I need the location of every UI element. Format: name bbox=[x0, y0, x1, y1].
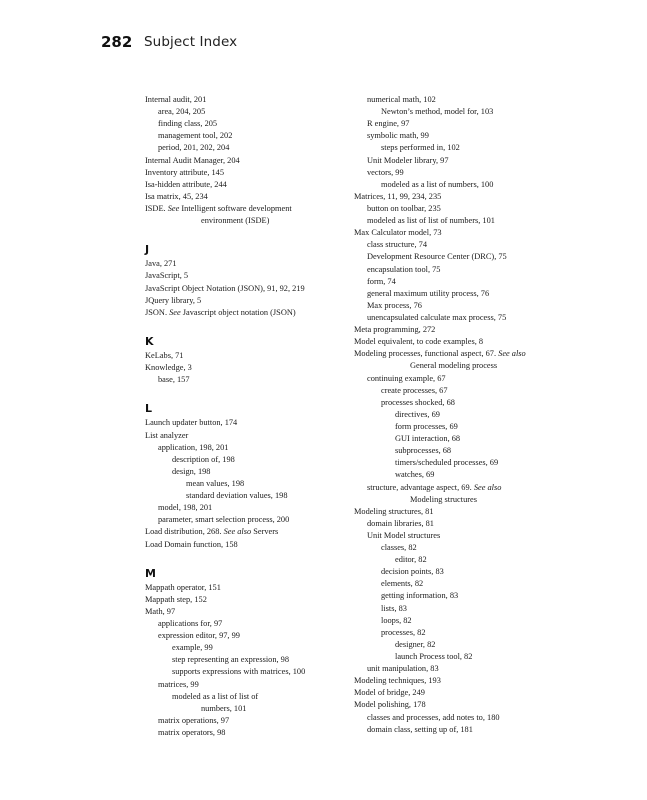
entry-text: domain libraries, 81 bbox=[367, 518, 434, 528]
entry-text: Modeling techniques, 193 bbox=[354, 676, 441, 686]
entry-text: List analyzer bbox=[145, 430, 189, 440]
entry-text: JSON. bbox=[145, 307, 170, 317]
entry-text: launch Process tool, 82 bbox=[395, 652, 473, 662]
index-subentry bbox=[354, 106, 559, 118]
entry-text: example, 99 bbox=[172, 643, 213, 653]
entry-text: directives, 69 bbox=[395, 409, 440, 419]
entry-text: steps performed in, 102 bbox=[381, 143, 460, 153]
index-entry-continuation bbox=[354, 494, 559, 506]
index-subentry bbox=[354, 615, 559, 627]
entry-text: Launch updater button, 174 bbox=[145, 418, 238, 428]
entry-text: create processes, 67 bbox=[381, 385, 448, 395]
index-subentry bbox=[145, 679, 355, 691]
index-entry bbox=[145, 362, 355, 374]
index-column-right bbox=[354, 94, 559, 736]
index-subentry bbox=[354, 385, 559, 397]
entry-text: base, 157 bbox=[158, 375, 190, 385]
index-entry-continuation bbox=[145, 703, 355, 715]
entry-text: vectors, 99 bbox=[367, 167, 404, 177]
index-subentry bbox=[354, 215, 559, 227]
index-column-left bbox=[145, 94, 355, 739]
entry-text: getting information, 83 bbox=[381, 591, 459, 601]
index-subentry bbox=[354, 373, 559, 385]
entry-text: editor, 82 bbox=[395, 555, 427, 565]
entry-text: GUI interaction, 68 bbox=[395, 434, 461, 444]
entry-text: ISDE. bbox=[145, 203, 168, 213]
entry-text: Newton’s method, model for, 103 bbox=[381, 107, 494, 117]
index-subentry bbox=[354, 445, 559, 457]
index-subentry bbox=[354, 482, 559, 494]
entry-text: Internal Audit Manager, 204 bbox=[145, 155, 240, 165]
index-subentry bbox=[354, 167, 559, 179]
index-entry bbox=[354, 687, 559, 699]
entry-text: Load Domain function, 158 bbox=[145, 539, 238, 549]
index-subentry bbox=[145, 630, 355, 642]
index-subentry bbox=[354, 578, 559, 590]
spacer bbox=[145, 551, 355, 563]
index-subentry bbox=[354, 530, 559, 542]
see-target: Javascript object notation (JSON) bbox=[180, 307, 296, 317]
entry-text: JavaScript, 5 bbox=[145, 271, 189, 281]
spacer bbox=[145, 386, 355, 398]
index-subentry bbox=[354, 663, 559, 675]
entry-text: modeled as a list of list of bbox=[172, 691, 259, 701]
entry-text: General modeling process bbox=[410, 361, 498, 371]
index-entry bbox=[145, 582, 355, 594]
index-subentry bbox=[354, 590, 559, 602]
entry-text: supports expressions with matrices, 100 bbox=[172, 667, 306, 677]
index-subentry bbox=[354, 566, 559, 578]
spacer bbox=[145, 319, 355, 331]
letter-heading: K bbox=[145, 334, 154, 348]
index-subentry bbox=[145, 502, 355, 514]
index-entry bbox=[145, 179, 355, 191]
index-entry bbox=[354, 699, 559, 711]
see-target: Servers bbox=[251, 527, 279, 537]
index-subentry bbox=[354, 251, 559, 263]
index-subentry bbox=[145, 666, 355, 678]
entry-text: JQuery library, 5 bbox=[145, 295, 202, 305]
index-subentry bbox=[354, 118, 559, 130]
index-subentry bbox=[354, 203, 559, 215]
letter-heading: J bbox=[145, 243, 150, 257]
index-entry-continuation bbox=[145, 215, 355, 227]
index-subentry bbox=[354, 712, 559, 724]
index-subentry bbox=[145, 654, 355, 666]
index-subentry bbox=[354, 239, 559, 251]
index-subentry bbox=[354, 276, 559, 288]
index-subentry bbox=[354, 421, 559, 433]
see-reference: See also bbox=[498, 349, 526, 359]
entry-text: model, 198, 201 bbox=[158, 503, 213, 513]
entry-text: design, 198 bbox=[172, 466, 211, 476]
entry-text: elements, 82 bbox=[381, 579, 424, 589]
entry-text: modeled as a list of numbers, 100 bbox=[381, 179, 494, 189]
entry-text: numbers, 101 bbox=[201, 703, 247, 713]
entry-text: matrix operators, 98 bbox=[158, 728, 226, 738]
entry-text: timers/scheduled processes, 69 bbox=[395, 458, 499, 468]
index-subentry bbox=[145, 642, 355, 654]
entry-text: Isa matrix, 45, 234 bbox=[145, 191, 208, 201]
entry-text: Internal audit, 201 bbox=[145, 95, 207, 104]
entry-text: form processes, 69 bbox=[395, 421, 458, 431]
entry-text: loops, 82 bbox=[381, 615, 412, 625]
entry-text: encapsulation tool, 75 bbox=[367, 264, 441, 274]
index-subentry bbox=[145, 106, 355, 118]
index-subentry bbox=[354, 724, 559, 736]
index-entry bbox=[145, 430, 355, 442]
entry-text: Model of bridge, 249 bbox=[354, 688, 425, 698]
index-entry bbox=[145, 191, 355, 203]
index-entry bbox=[354, 336, 559, 348]
entry-text: decision points, 83 bbox=[381, 567, 444, 577]
index-subentry bbox=[145, 715, 355, 727]
see-reference: See also bbox=[223, 527, 252, 537]
entry-text: lists, 83 bbox=[381, 603, 407, 613]
index-entry bbox=[354, 348, 559, 360]
index-subentry bbox=[145, 727, 355, 739]
index-entry bbox=[145, 155, 355, 167]
see-reference: See also bbox=[473, 482, 502, 492]
entry-text: environment (ISDE) bbox=[201, 216, 270, 226]
index-subentry bbox=[354, 130, 559, 142]
see-target: Intelligent software development bbox=[179, 203, 292, 213]
index-entry bbox=[354, 324, 559, 336]
entry-text: Model equivalent, to code examples, 8 bbox=[354, 337, 484, 347]
index-subentry bbox=[354, 94, 559, 106]
index-entry-continuation bbox=[354, 360, 559, 372]
index-entry bbox=[354, 506, 559, 518]
index-subentry bbox=[354, 155, 559, 167]
entry-text: description of, 198 bbox=[172, 454, 235, 464]
entry-text: step representing an expression, 98 bbox=[172, 655, 290, 665]
entry-text: designer, 82 bbox=[395, 639, 436, 649]
entry-text: Mappath operator, 151 bbox=[145, 582, 221, 592]
index-subentry bbox=[145, 478, 355, 490]
entry-text: management tool, 202 bbox=[158, 131, 233, 141]
entry-text: processes shocked, 68 bbox=[381, 397, 455, 407]
entry-text: Max Calculator model, 73 bbox=[354, 228, 442, 238]
entry-text: Inventory attribute, 145 bbox=[145, 167, 225, 177]
entry-text: KeLabs, 71 bbox=[145, 350, 184, 360]
entry-text: watches, 69 bbox=[395, 470, 435, 480]
see-reference: See bbox=[169, 307, 181, 317]
entry-text: application, 198, 201 bbox=[158, 442, 229, 452]
index-subentry bbox=[354, 639, 559, 651]
entry-text: structure, advantage aspect, 69. bbox=[367, 482, 474, 492]
entry-text: Modeling structures bbox=[410, 494, 477, 504]
index-subentry bbox=[354, 542, 559, 554]
index-subentry bbox=[145, 618, 355, 630]
entry-text: applications for, 97 bbox=[158, 619, 223, 629]
index-entry bbox=[354, 227, 559, 239]
entry-text: unencapsulated calculate max process, 75 bbox=[367, 312, 507, 322]
index-entry bbox=[145, 606, 355, 618]
entry-text: Max process, 76 bbox=[367, 300, 422, 310]
entry-text: Modeling structures, 81 bbox=[354, 506, 434, 516]
entry-text: matrices, 99 bbox=[158, 679, 199, 689]
entry-text: matrix operations, 97 bbox=[158, 715, 230, 725]
index-subentry bbox=[354, 288, 559, 300]
index-subentry bbox=[354, 312, 559, 324]
index-entry bbox=[145, 270, 355, 282]
entry-text: Model polishing, 178 bbox=[354, 700, 426, 710]
index-subentry bbox=[354, 397, 559, 409]
entry-text: domain class, setting up of, 181 bbox=[367, 724, 473, 734]
entry-text: parameter, smart selection process, 200 bbox=[158, 515, 290, 525]
entry-text: R engine, 97 bbox=[367, 119, 410, 129]
index-subentry bbox=[354, 300, 559, 312]
index-entry bbox=[354, 675, 559, 687]
entry-text: classes and processes, add notes to, 180 bbox=[367, 712, 500, 722]
index-subentry bbox=[354, 603, 559, 615]
entry-text: Meta programming, 272 bbox=[354, 325, 436, 335]
entry-text: Unit Model structures bbox=[367, 530, 441, 540]
index-entry bbox=[145, 167, 355, 179]
index-entry bbox=[145, 283, 355, 295]
entry-text: Math, 97 bbox=[145, 606, 176, 616]
entry-text: expression editor, 97, 99 bbox=[158, 631, 240, 641]
entry-text: Isa-hidden attribute, 244 bbox=[145, 179, 227, 189]
index-subentry bbox=[354, 469, 559, 481]
entry-text: Matrices, 11, 99, 234, 235 bbox=[354, 191, 442, 201]
index-entry bbox=[145, 417, 355, 429]
index-subentry bbox=[145, 374, 355, 386]
index-subentry bbox=[354, 142, 559, 154]
index-subentry bbox=[145, 142, 355, 154]
index-subentry bbox=[145, 514, 355, 526]
index-subentry bbox=[354, 518, 559, 530]
entry-text: numerical math, 102 bbox=[367, 95, 436, 104]
letter-heading: L bbox=[145, 402, 153, 416]
entry-text: Knowledge, 3 bbox=[145, 363, 192, 373]
entry-text: Unit Modeler library, 97 bbox=[367, 155, 449, 165]
index-subentry bbox=[354, 264, 559, 276]
entry-text: Development Resource Center (DRC), 75 bbox=[367, 252, 507, 262]
index-entry bbox=[145, 526, 355, 538]
entry-text: mean values, 198 bbox=[186, 478, 245, 488]
entry-text: area, 204, 205 bbox=[158, 107, 206, 117]
index-subentry bbox=[145, 442, 355, 454]
index-subentry bbox=[354, 457, 559, 469]
index-subentry bbox=[145, 118, 355, 130]
entry-text: symbolic math, 99 bbox=[367, 131, 429, 141]
index-entry bbox=[145, 594, 355, 606]
entry-text: period, 201, 202, 204 bbox=[158, 143, 230, 153]
index-subentry bbox=[354, 651, 559, 663]
index-entry bbox=[145, 203, 355, 215]
index-subentry bbox=[354, 554, 559, 566]
index-entry bbox=[145, 307, 355, 319]
index-entry bbox=[145, 295, 355, 307]
entry-text: button on toolbar, 235 bbox=[367, 203, 441, 213]
index-subentry bbox=[354, 179, 559, 191]
index-entry bbox=[145, 539, 355, 551]
index-entry bbox=[145, 350, 355, 362]
entry-text: continuing example, 67 bbox=[367, 373, 446, 383]
index-subentry bbox=[354, 409, 559, 421]
entry-text: class structure, 74 bbox=[367, 240, 428, 250]
index-subentry bbox=[145, 130, 355, 142]
index-entry bbox=[145, 94, 355, 106]
index-subentry bbox=[145, 466, 355, 478]
entry-text: classes, 82 bbox=[381, 543, 417, 553]
entry-text: finding class, 205 bbox=[158, 119, 218, 129]
entry-text: Modeling processes, functional aspect, 67. bbox=[354, 349, 499, 359]
section-title: Subject Index bbox=[144, 34, 238, 50]
entry-text: general maximum utility process, 76 bbox=[367, 288, 490, 298]
page-number: 282 bbox=[101, 33, 133, 51]
index-entry bbox=[145, 258, 355, 270]
entry-text: form, 74 bbox=[367, 276, 396, 286]
index-entry bbox=[354, 191, 559, 203]
index-subentry bbox=[145, 490, 355, 502]
entry-text: Mappath step, 152 bbox=[145, 594, 207, 604]
entry-text: Java, 271 bbox=[145, 259, 177, 269]
index-subentry bbox=[354, 627, 559, 639]
entry-text: standard deviation values, 198 bbox=[186, 491, 288, 501]
spacer bbox=[145, 227, 355, 239]
index-subentry bbox=[145, 691, 355, 703]
entry-text: unit manipulation, 83 bbox=[367, 664, 439, 674]
entry-text: subprocesses, 68 bbox=[395, 446, 452, 456]
entry-text: JavaScript Object Notation (JSON), 91, 92, 219 bbox=[145, 283, 305, 293]
see-reference: See bbox=[167, 203, 180, 213]
entry-text: processes, 82 bbox=[381, 627, 426, 637]
entry-text: modeled as list of list of numbers, 101 bbox=[367, 216, 495, 226]
index-subentry bbox=[145, 454, 355, 466]
letter-heading: M bbox=[145, 566, 156, 580]
index-subentry bbox=[354, 433, 559, 445]
entry-text: Load distribution, 268. bbox=[145, 527, 224, 537]
